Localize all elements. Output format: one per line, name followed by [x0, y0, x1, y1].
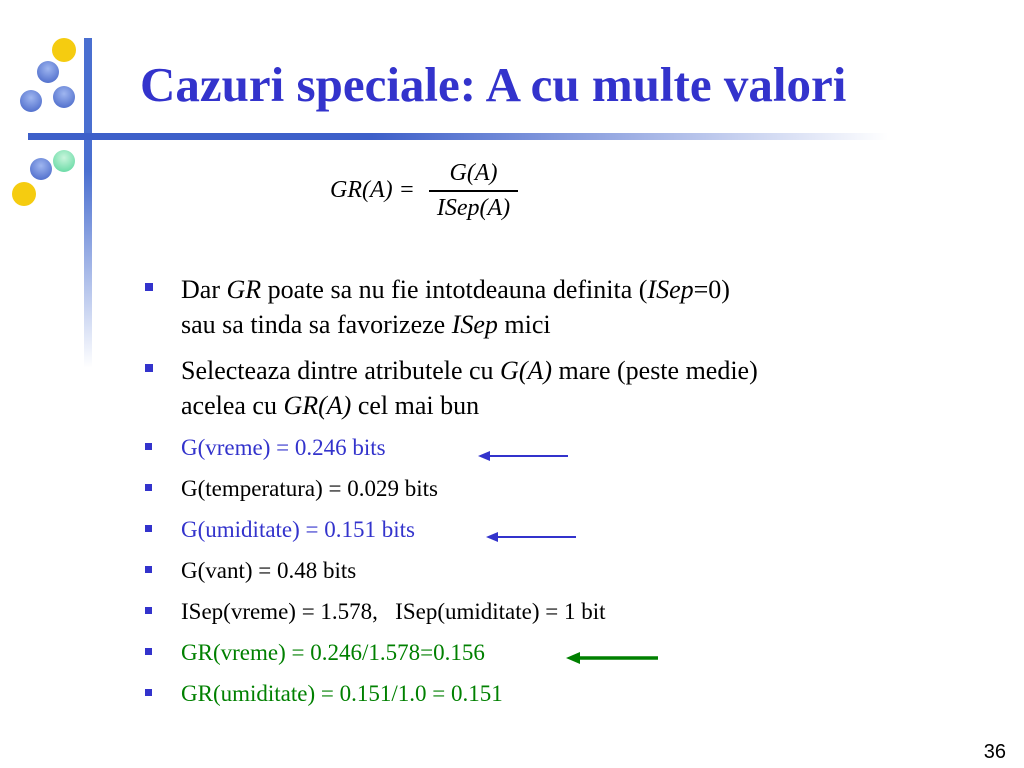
bullet-item	[145, 598, 965, 625]
bullet-square-icon	[145, 566, 152, 573]
decorative-dot	[52, 38, 76, 62]
left-arrow-icon	[566, 649, 660, 667]
bullet-square-icon	[145, 283, 153, 291]
gain-temperatura-text: G(temperatura) = 0.029 bits	[181, 476, 438, 501]
decorative-vertical-bar	[84, 38, 92, 368]
gr-vreme-text: GR(vreme) = 0.246/1.578=0.156	[181, 640, 485, 665]
bullet-item	[145, 680, 965, 707]
bullet-item	[145, 353, 965, 423]
bullet-square-icon	[145, 525, 152, 532]
bullet-square-icon	[145, 648, 152, 655]
gr-umiditate-text: GR(umiditate) = 0.151/1.0 = 0.151	[181, 681, 503, 706]
isep-text: ISep(vreme) = 1.578, ISep(umiditate) = 1 bit	[181, 599, 606, 624]
bullet-item	[145, 475, 965, 502]
slide-title: Cazuri speciale: A cu multe valori	[140, 57, 847, 112]
decorative-dot	[30, 158, 52, 180]
fraction-line	[429, 190, 518, 192]
gain-vreme-text: G(vreme) = 0.246 bits	[181, 435, 386, 460]
decorative-dot	[53, 150, 75, 172]
formula-denominator: ISep(A)	[436, 194, 511, 221]
bullet-item	[145, 272, 965, 342]
gain-umiditate-text: G(umiditate) = 0.151 bits	[181, 517, 415, 542]
bullet-square-icon	[145, 607, 152, 614]
bullet-text: Dar GR poate sa nu fie intotdeauna definita (ISep=0) sau sa tinda sa favorizeze ISep mici	[181, 275, 730, 339]
formula-lhs: GR(A) =	[330, 177, 415, 204]
bullet-square-icon	[145, 364, 153, 372]
formula-numerator: G(A)	[449, 160, 498, 186]
bullet-item	[145, 557, 965, 584]
bullet-text: Selecteaza dintre atributele cu G(A) mare (peste medie) acelea cu GR(A) cel mai bun	[181, 356, 758, 420]
gain-vant-text: G(vant) = 0.48 bits	[181, 558, 357, 583]
title-underline-bar	[28, 133, 888, 140]
gain-ratio-formula	[330, 160, 518, 222]
bullet-square-icon	[145, 443, 152, 450]
bullet-square-icon	[145, 689, 152, 696]
decorative-dot	[53, 86, 75, 108]
bullet-square-icon	[145, 484, 152, 491]
decorative-dot	[37, 61, 59, 83]
decorative-dot	[20, 90, 42, 112]
left-arrow-icon	[486, 529, 578, 545]
bullet-list	[145, 272, 965, 721]
bullet-item	[145, 639, 965, 666]
page-number: 36	[983, 741, 1006, 763]
decorative-corner	[0, 0, 140, 400]
left-arrow-icon	[478, 448, 570, 464]
decorative-dot	[12, 182, 36, 206]
formula-fraction	[429, 160, 518, 222]
